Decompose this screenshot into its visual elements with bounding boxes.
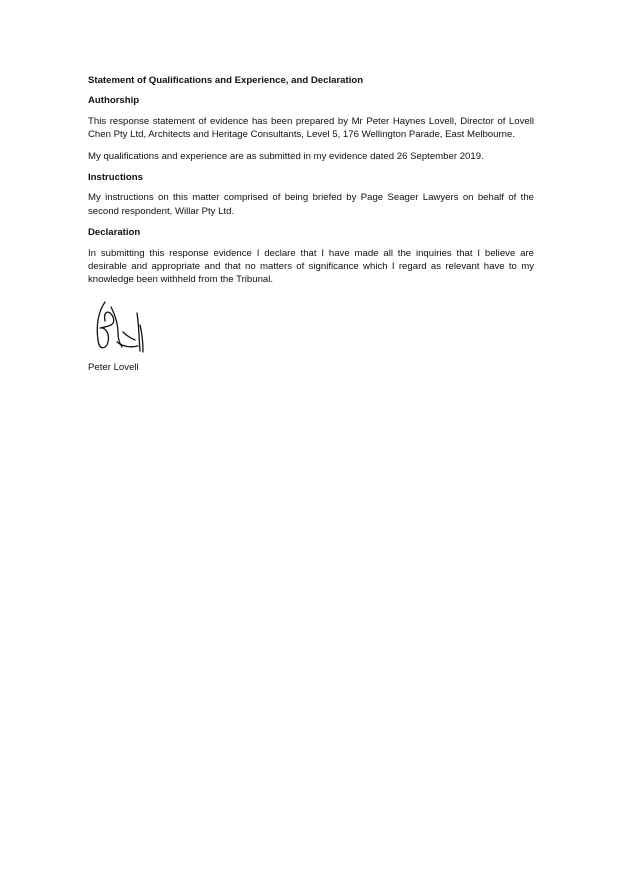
section-heading-authorship: Authorship bbox=[88, 95, 140, 107]
authorship-paragraph-1: This response statement of evidence has been prepared by Mr Peter Haynes Lovell, Director of Lovell Chen Pty Ltd, Architects and Heritage Consultants, Level 5, 176 Wellington Parade, East Melbourne. bbox=[88, 115, 534, 141]
document-body bbox=[88, 74, 534, 374]
signatory-name: Peter Lovell bbox=[88, 361, 139, 373]
instructions-paragraph: My instructions on this matter comprised of being briefed by Page Seager Lawyers on behalf of the second respondent, Willar Pty Ltd. bbox=[88, 192, 534, 217]
section-heading-instructions: Instructions bbox=[88, 172, 143, 184]
declaration-paragraph: In submitting this response evidence I declare that I have made all the inquiries that I believe are desirable and appropriate and that no matters of significance which I regard as relevant have to my knowledge been withheld from the Tribunal. bbox=[88, 247, 534, 286]
section-heading-declaration: Declaration bbox=[88, 227, 141, 239]
authorship-paragraph-2: My qualifications and experience are as submitted in my evidence dated 26 September 2019. bbox=[88, 150, 484, 162]
handwritten-signature bbox=[88, 295, 152, 355]
document-title: Statement of Qualifications and Experience, and Declaration bbox=[88, 75, 364, 86]
